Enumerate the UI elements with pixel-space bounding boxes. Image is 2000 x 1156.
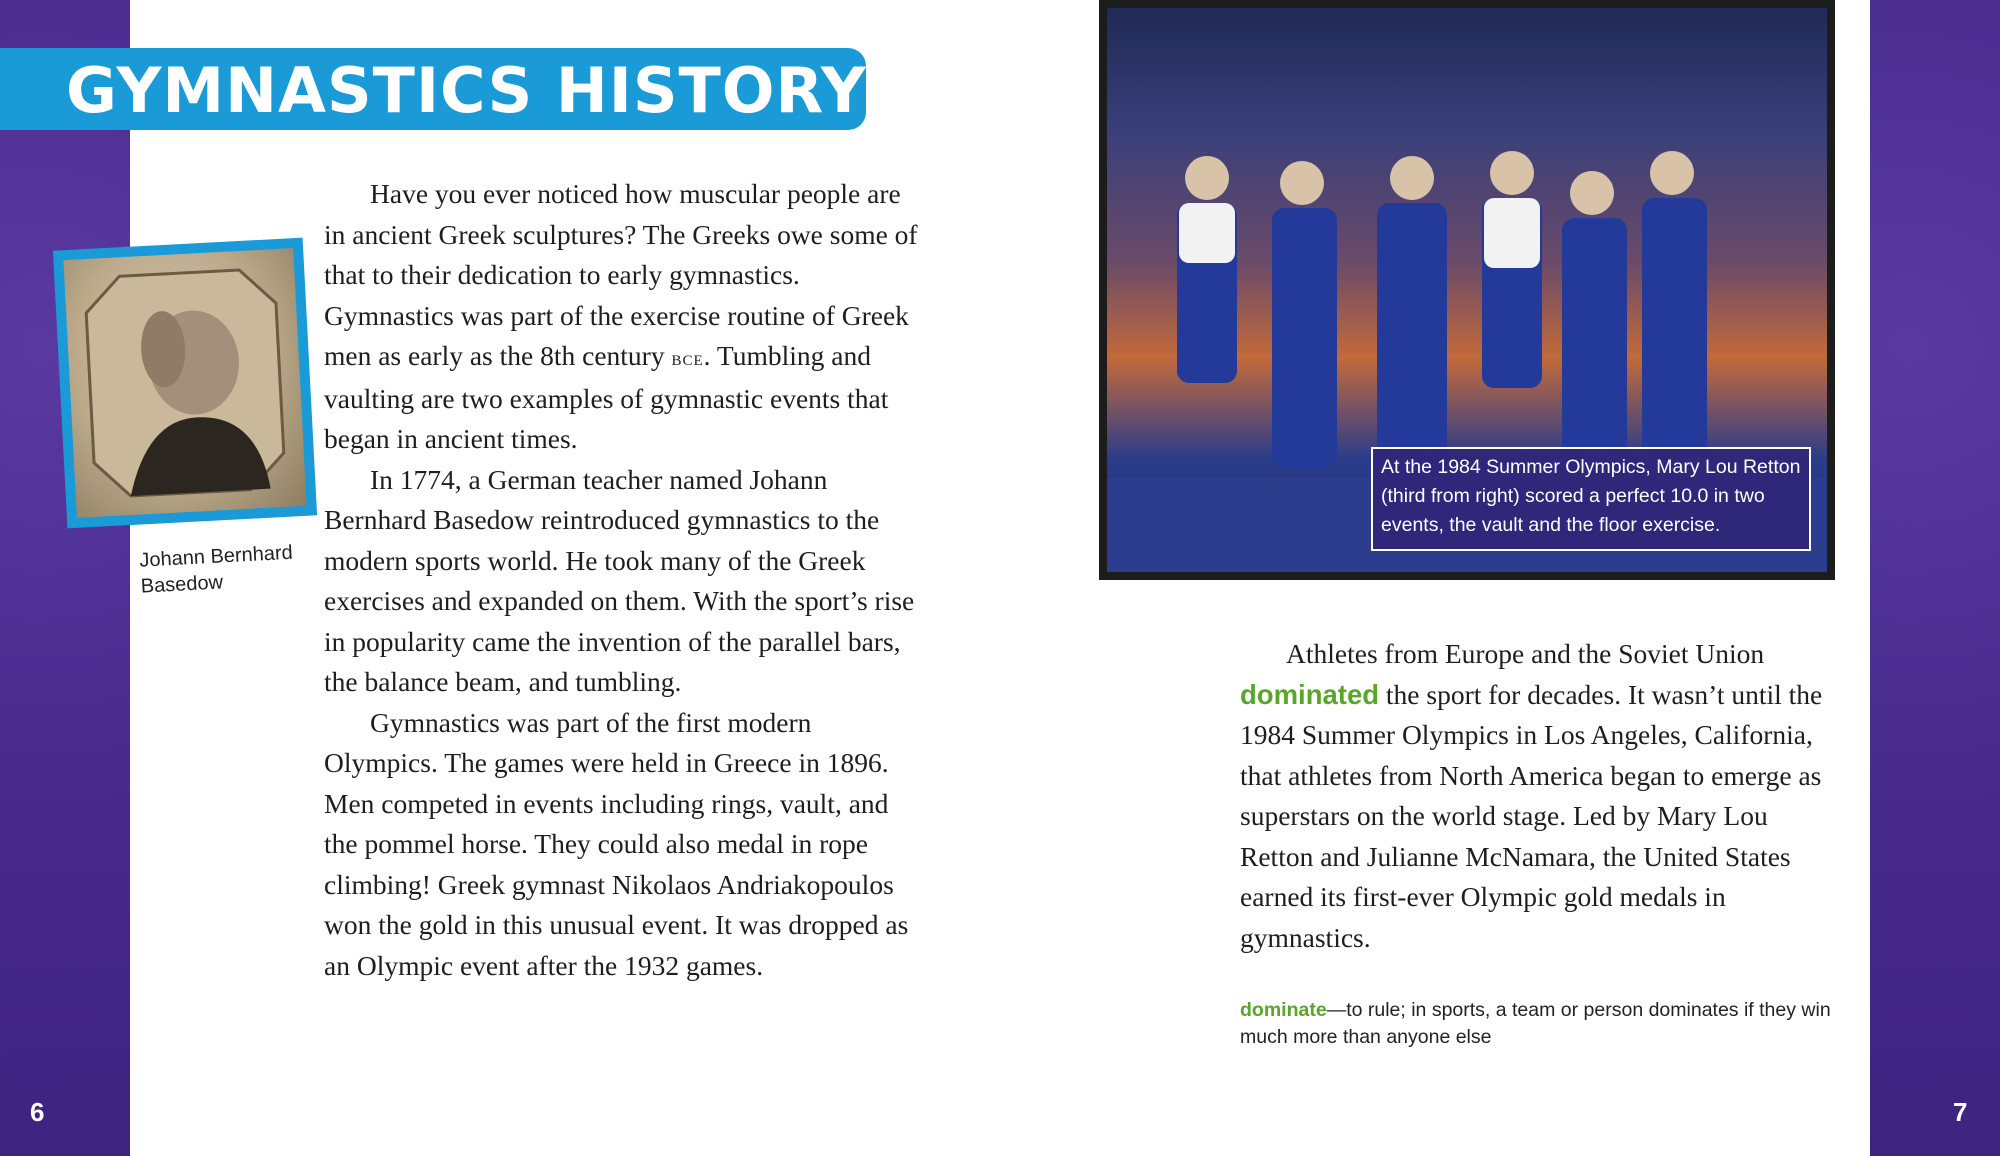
photo-caption: At the 1984 Summer Olympics, Mary Lou Retton (third from right) scored a perfect 10.0 in two events, the vault and the floor exercise. <box>1371 447 1811 551</box>
paragraph-greek-origins: Have you ever noticed how muscular people are in ancient Greek sculptures? The Greeks owe some of that to their dedication to early gymnastics. Gymnastics was part of the exercise routine of Greek men as early as the 8th century bce. Tumbling and vaulting are two examples of gymnastic events that began in ancient times. <box>324 178 918 454</box>
glossary-entry <box>1240 997 1840 1051</box>
right-margin-band <box>1870 0 2000 1156</box>
glossary-term: dominate <box>1240 999 1327 1021</box>
portrait-caption: Johann Bernhard Basedow <box>138 541 294 598</box>
paragraph-basedow: In 1774, a German teacher named Johann Bernhard Basedow reintroduced gymnastics to the modern sports world. He took many of the Greek exercises and expanded on them. With the sport’s rise in popularity came the invention of the parallel bars, the balance beam, and tumbling. <box>324 463 915 697</box>
page-number-right: 7 <box>1953 1097 1968 1127</box>
portrait-frame <box>53 238 317 529</box>
left-body-text <box>324 174 924 986</box>
right-body-text <box>1240 634 1840 958</box>
keyword-dominated: dominated <box>1240 678 1380 710</box>
glossary-definition: —to rule; in sports, a team or person dominates if they win much more than anyone else <box>1240 999 1831 1048</box>
paragraph-first-olympics: Gymnastics was part of the first modern Olympics. The games were held in Greece in 1896. Men competed in events including rings, vault, and the pommel horse. They could also medal in rope climbing! Greek gymnast Nikolaos Andriakopoulos won the gold in this unusual event. It was dropped as an Olympic event after the 1932 games. <box>324 706 909 981</box>
left-margin-band <box>0 0 130 1156</box>
paragraph-1984-olympics: Athletes from Europe and the Soviet Union dominated the sport for decades. It wasn’t until the 1984 Summer Olympics in Los Angeles, California, that athletes from North America began to emerge as superstars on the world stage. Led by Mary Lou Retton and Julianne McNamara, the United States earned its first-ever Olympic gold medals in gymnastics. <box>1240 638 1823 953</box>
page-number-left: 6 <box>30 1097 45 1127</box>
page-title: GYMNASTICS HISTORY <box>66 54 867 127</box>
engraved-portrait-icon <box>63 248 306 518</box>
